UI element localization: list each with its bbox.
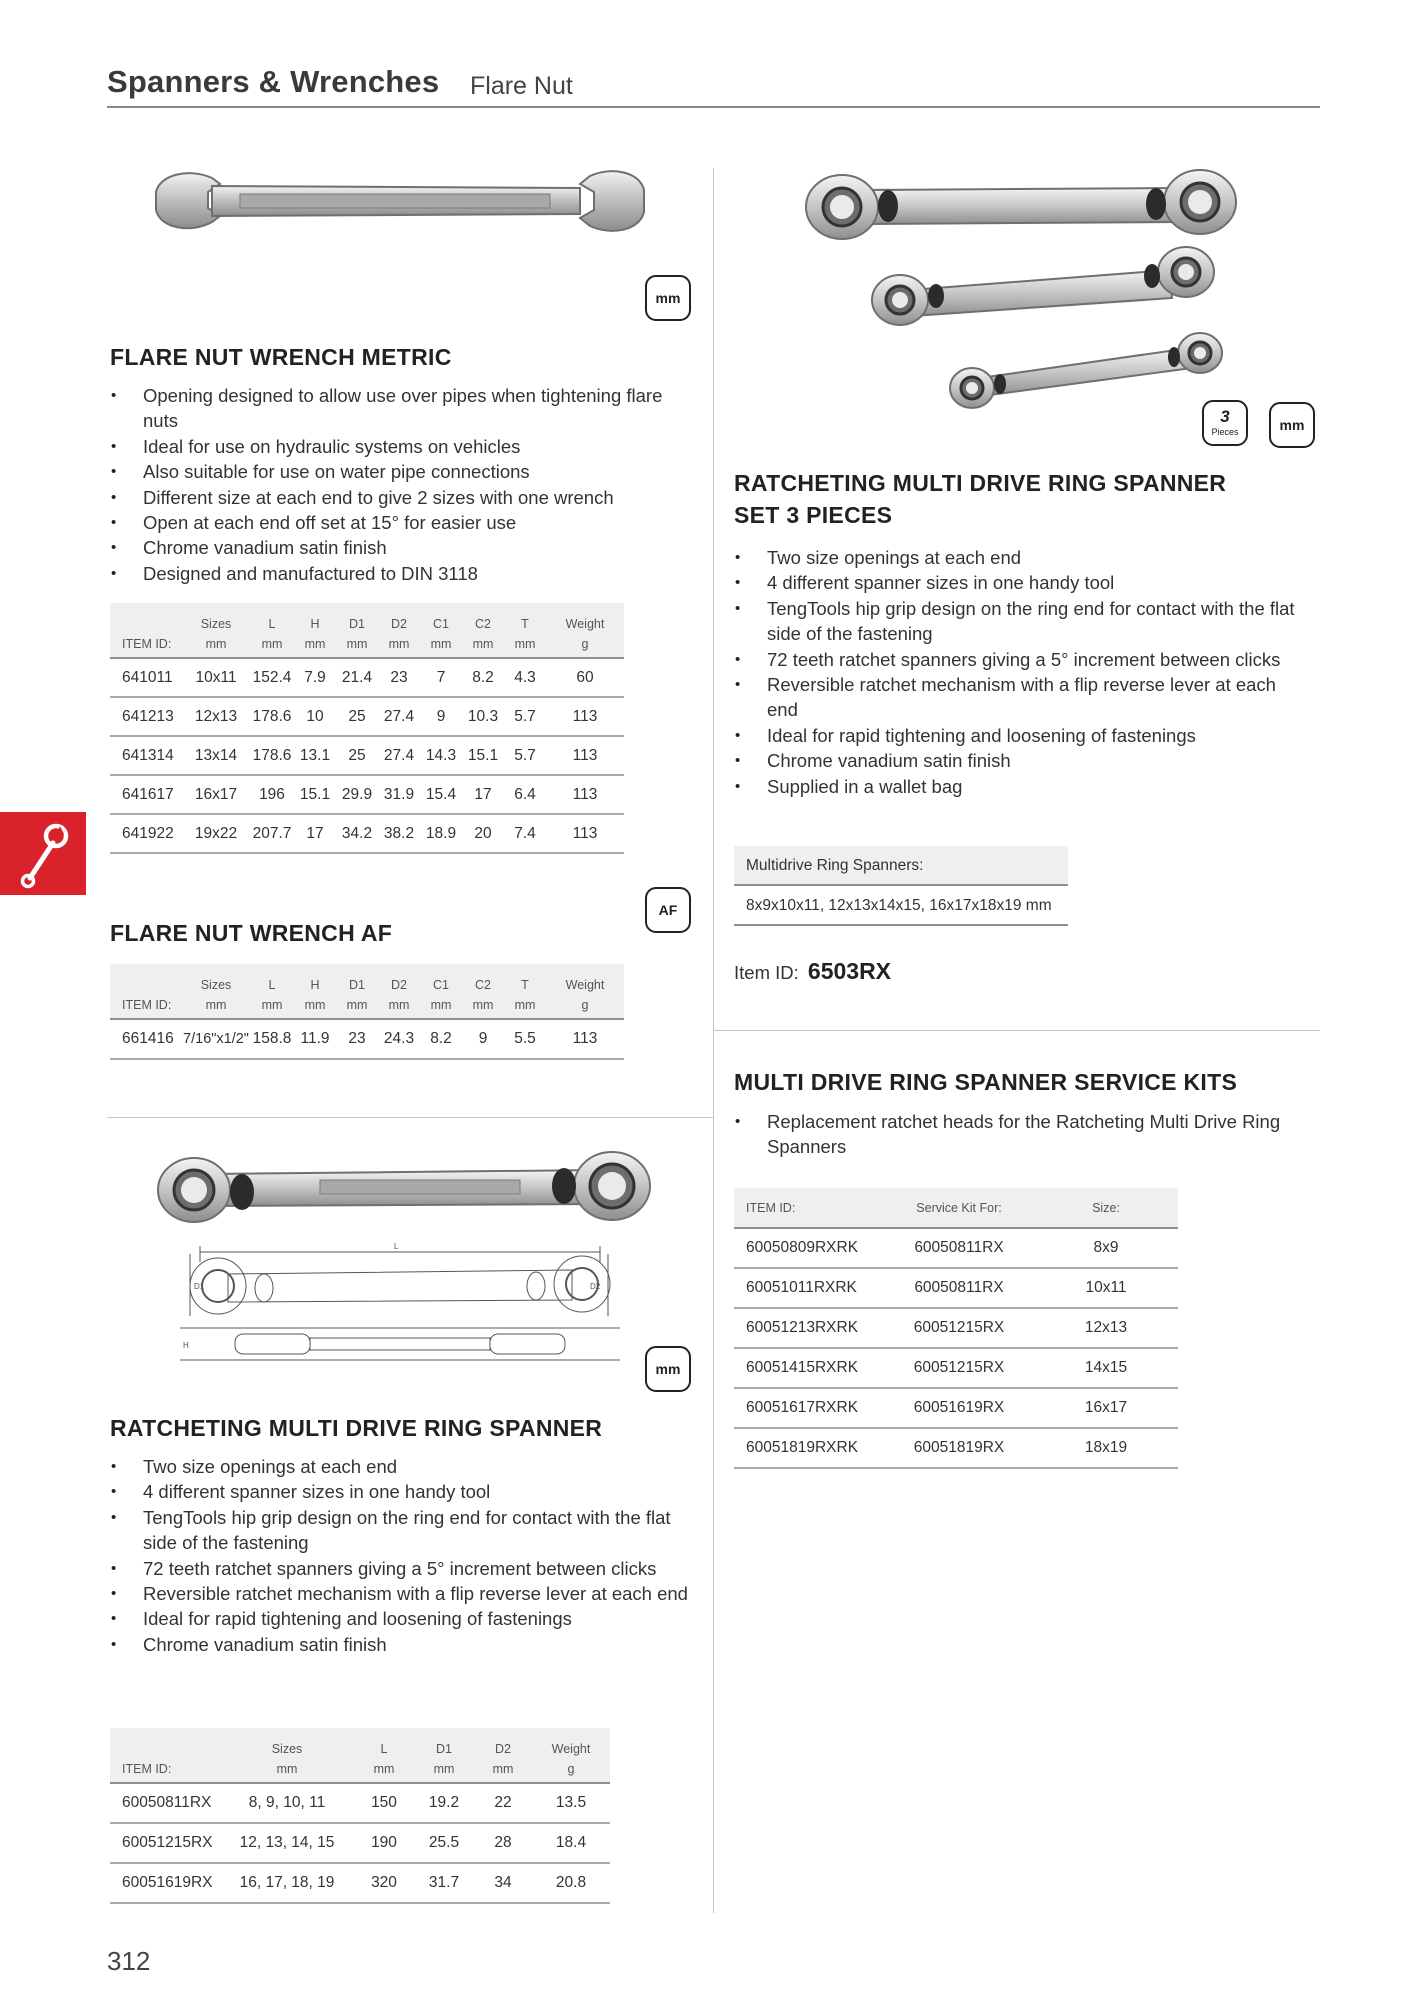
- multidrive-value: 8x9x10x11, 12x13x14x15, 16x17x18x19 mm: [734, 886, 1068, 926]
- category-tab[interactable]: [0, 812, 86, 895]
- list-item: • Different size at each end to give 2 sizes with one wrench: [110, 485, 700, 510]
- list-item: • Also suitable for use on water pipe connections: [110, 459, 700, 484]
- list-item: • TengTools hip grip design on the ring end for contact with the flat side of the fastening: [110, 1505, 690, 1556]
- page-title: Spanners & Wrenches: [107, 64, 440, 99]
- ratchet-spec-table: Sizes L D1 D2 Weight ITEM ID: mm mm mm mm g 60050811RX 8, 9, 10, 11 150 19.2 22 13.5 60051215RX 12, 13, 14, 15 190 25.5 28 18.4 60051619RX 16, 17, 18, 19 320 31.7 34 20.8: [110, 1728, 610, 1904]
- list-item: • Opening designed to allow use over pipes when tightening flare nuts: [110, 383, 700, 434]
- list-item: • Reversible ratchet mechanism with a flip reverse lever at each end: [734, 672, 1304, 723]
- table-row: 641011 10x11 152.4 7.9 21.4 23 7 8.2 4.3 60: [110, 658, 624, 697]
- table-row: 60051617RXRK 60051619RX 16x17: [734, 1388, 1178, 1428]
- multidrive-sizes-box: [734, 846, 1068, 926]
- unit-badge-mm: mm: [645, 1346, 691, 1392]
- diagram-label-l: L: [394, 1242, 399, 1251]
- pieces-badge: [1202, 400, 1248, 446]
- ratcheting-spanner-diagram: [180, 1238, 620, 1378]
- table-row: 60051619RX 16, 17, 18, 19 320 31.7 34 20.8: [110, 1863, 610, 1903]
- pieces-label: Pieces: [1211, 427, 1239, 437]
- list-item: • Two size openings at each end: [734, 545, 1304, 570]
- metric-feature-list: [110, 383, 700, 586]
- page-number: 312: [107, 1946, 151, 1976]
- table-row: 60051415RXRK 60051215RX 14x15: [734, 1348, 1178, 1388]
- ratchet-section-title: RATCHETING MULTI DRIVE RING SPANNER: [110, 1415, 603, 1441]
- item-id-label: Item ID:: [734, 962, 799, 983]
- set-section-title-line1: RATCHETING MULTI DRIVE RING SPANNER: [734, 470, 1227, 496]
- list-item: • Replacement ratchet heads for the Ratcheting Multi Drive Ring Spanners: [734, 1109, 1304, 1160]
- ratchet-feature-list: [110, 1454, 690, 1657]
- table-row: 60051213RXRK 60051215RX 12x13: [734, 1308, 1178, 1348]
- table-row: 641922 19x22 207.7 17 34.2 38.2 18.9 20 7.4 113: [110, 814, 624, 853]
- table-row: 641617 16x17 196 15.1 29.9 31.9 15.4 17 6.4 113: [110, 775, 624, 814]
- spanner-set-image: [800, 160, 1250, 415]
- list-item: • Chrome vanadium satin finish: [110, 1632, 690, 1657]
- list-item: • TengTools hip grip design on the ring end for contact with the flat side of the fastening: [734, 596, 1304, 647]
- kits-feature-list: [734, 1109, 1304, 1160]
- service-kits-table: ITEM ID: Service Kit For: Size: 60050809RXRK 60050811RX 8x9 60051011RXRK 60050811RX 10x11 60051213RXRK 60051215RX 12x13 60051415RXRK 60051215RX 14x15 60051617RXRK 60051619RX 16x17 60051819RXRK 60051819RX 18x19: [734, 1188, 1178, 1469]
- table-row: 641314 13x14 178.6 13.1 25 27.4 14.3 15.1 5.7 113: [110, 736, 624, 775]
- flare-nut-wrench-image: [150, 162, 650, 242]
- column-divider: [713, 168, 714, 1913]
- unit-badge-mm: mm: [1269, 402, 1315, 448]
- diagram-label-h: H: [183, 1341, 189, 1350]
- wrench-icon: [0, 812, 86, 895]
- list-item: • Ideal for rapid tightening and loosening of fastenings: [734, 723, 1304, 748]
- list-item: • 4 different spanner sizes in one handy tool: [110, 1479, 690, 1504]
- multidrive-header: Multidrive Ring Spanners:: [734, 846, 1068, 886]
- unit-badge-af: AF: [645, 887, 691, 933]
- metric-spec-table: Sizes L H D1 D2 C1 C2 T Weight ITEM ID: mm mm mm mm mm mm mm mm g 641011 10x11 152.4 7.9 21.4 23 7 8.2 4.3 60 641213 12x13 178.6 10 25 27.4 9 10.3 5.7 113 641314 13x14 178.6 13.1 25 27.4 14.3 15.1 5.7 113 641617 16x17 196 15.1 29.9 31.9 15.4 17 6.4 113 641922 19x22 207.7 17 34.2 38.2 18.9 20 7.4 113: [110, 603, 624, 854]
- metric-section-title: FLARE NUT WRENCH METRIC: [110, 344, 452, 370]
- list-item: • Supplied in a wallet bag: [734, 774, 1304, 799]
- diagram-label-d2: D2: [590, 1282, 601, 1291]
- table-row: 60051819RXRK 60051819RX 18x19: [734, 1428, 1178, 1468]
- list-item: • Ideal for use on hydraulic systems on vehicles: [110, 434, 700, 459]
- list-item: • Two size openings at each end: [110, 1454, 690, 1479]
- diagram-label-d1: D1: [194, 1282, 205, 1291]
- ratcheting-spanner-image: [150, 1148, 660, 1228]
- list-item: • Ideal for rapid tightening and loosening of fastenings: [110, 1606, 690, 1631]
- af-spec-table: Sizes L H D1 D2 C1 C2 T Weight ITEM ID: mm mm mm mm mm mm mm mm g 661416 7/16"x1/2" 158.8 11.9 23 24.3 8.2 9 5.5 113: [110, 964, 624, 1060]
- section-divider-right: [713, 1030, 1320, 1031]
- table-row: 661416 7/16"x1/2" 158.8 11.9 23 24.3 8.2 9 5.5 113: [110, 1019, 624, 1059]
- page-header: [107, 62, 1320, 108]
- table-row: 60050809RXRK 60050811RX 8x9: [734, 1228, 1178, 1268]
- list-item: • Open at each end off set at 15° for easier use: [110, 510, 700, 535]
- af-section-title: FLARE NUT WRENCH AF: [110, 920, 393, 946]
- spanner-small: [950, 333, 1222, 408]
- list-item: • Chrome vanadium satin finish: [734, 748, 1304, 773]
- set-item-id: [734, 958, 891, 985]
- page-subtitle: Flare Nut: [470, 72, 573, 100]
- spanner-medium: [872, 247, 1214, 325]
- list-item: • 4 different spanner sizes in one handy tool: [734, 570, 1304, 595]
- set-feature-list: [734, 545, 1304, 799]
- list-item: • Chrome vanadium satin finish: [110, 535, 700, 560]
- spanner-large: [806, 170, 1236, 239]
- section-divider-left: [107, 1117, 713, 1118]
- table-row: 60050811RX 8, 9, 10, 11 150 19.2 22 13.5: [110, 1783, 610, 1823]
- list-item: • 72 teeth ratchet spanners giving a 5° increment between clicks: [734, 647, 1304, 672]
- pieces-count: 3: [1220, 407, 1230, 426]
- list-item: • Reversible ratchet mechanism with a flip reverse lever at each end: [110, 1581, 690, 1606]
- table-row: 641213 12x13 178.6 10 25 27.4 9 10.3 5.7 113: [110, 697, 624, 736]
- item-id-value: 6503RX: [807, 958, 892, 984]
- list-item: • 72 teeth ratchet spanners giving a 5° increment between clicks: [110, 1556, 690, 1581]
- set-section-title-line2: SET 3 PIECES: [734, 502, 893, 528]
- table-row: 60051215RX 12, 13, 14, 15 190 25.5 28 18.4: [110, 1823, 610, 1863]
- kits-section-title: MULTI DRIVE RING SPANNER SERVICE KITS: [734, 1069, 1238, 1095]
- unit-badge-mm: mm: [645, 275, 691, 321]
- list-item: • Designed and manufactured to DIN 3118: [110, 561, 700, 586]
- table-row: 60051011RXRK 60050811RX 10x11: [734, 1268, 1178, 1308]
